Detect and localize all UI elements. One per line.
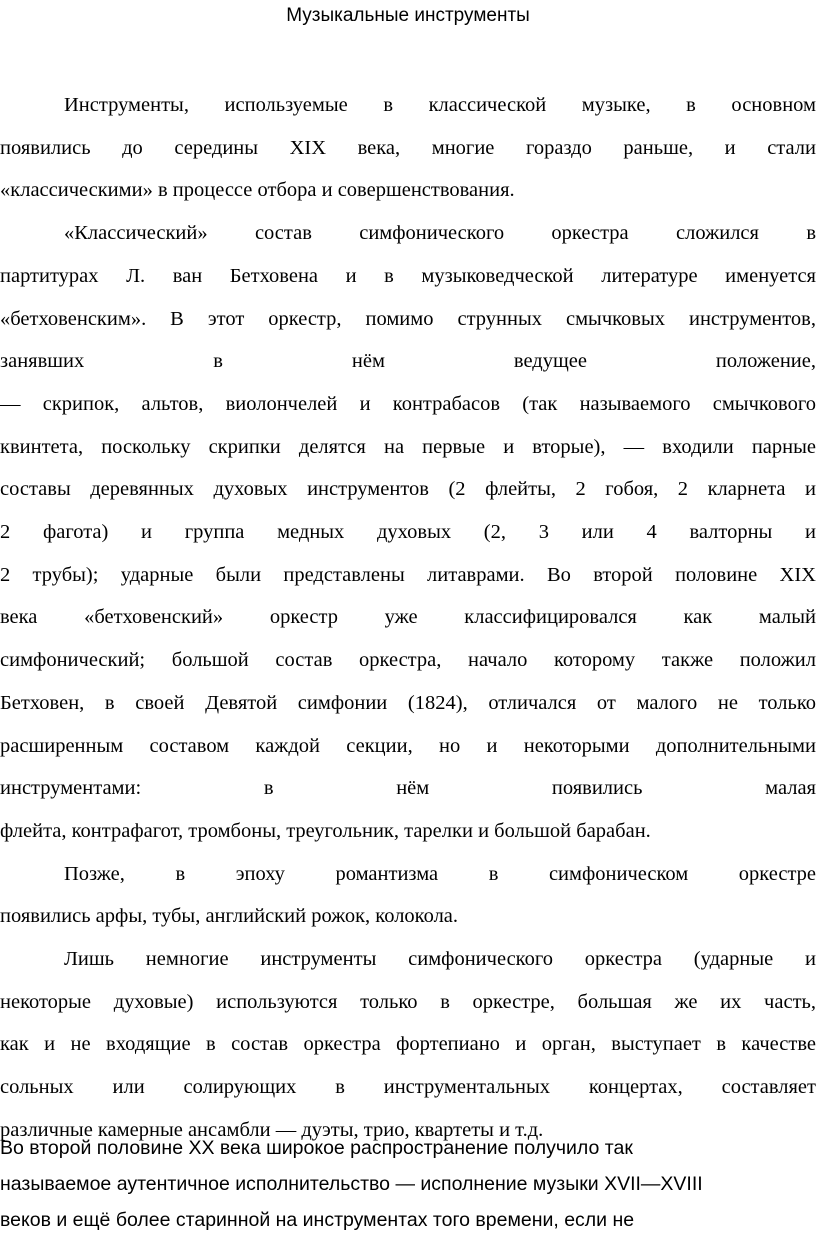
text-line: появились арфы, тубы, английский рожок, колокола. [0,905,459,928]
text-line: как и не входящие в состав оркестра фортепиано и орган, выступает в качестве [0,1033,816,1056]
text-line: века «бетховенский» оркестр уже классифицировался как малый [0,606,816,629]
text-line: инструментами: в нём появились малая [0,777,816,800]
text-line: симфонический; большой состав оркестра, начало которому также положил [0,649,816,672]
text-line: некоторые духовые) используются только в оркестре, большая же их часть, [0,990,816,1013]
text-line: веков и ещё более старинной на инструментах того времени, если не [0,1209,635,1231]
text-line: называемое аутентичное исполнительство — исполнение музыки XVII—XVIII [0,1173,703,1195]
text-line: сольных или солирующих в инструментальных концертах, составляет [0,1076,816,1099]
text-line: партитурах Л. ван Бетховена и в музыковедческой литературе именуется [0,264,816,287]
text-line: Инструменты, используемые в классической музыке, в основном [64,94,816,116]
text-line: 2 трубы); ударные были представлены литаврами. Во второй половине XIX [0,563,816,586]
text-line: квинтета, поскольку скрипки делятся на первые и вторые), — входили парные [0,435,816,458]
page-title: Музыкальные инструменты [286,5,530,26]
text-line: — скрипок, альтов, виолончелей и контрабасов (так называемого смычкового [0,392,816,415]
text-line: «Классический» состав симфонического оркестра сложился в [64,222,816,245]
text-line: составы деревянных духовых инструментов (2 флейты, 2 гобоя, 2 кларнета и [0,478,816,501]
paragraph-3 [0,853,816,938]
document-body [0,84,816,1152]
text-line: различные камерные ансамбли — дуэты, трио, квартеты и т.д. [0,1118,544,1141]
text-line: флейта, контрафагот, тромбоны, треугольник, тарелки и большой барабан. [0,819,651,842]
paragraph-2 [0,212,816,853]
text-line: Бетховен, в своей Девятой симфонии (1824), отличался от малого не только [0,691,816,714]
text-line: появились до середины XIX века, многие гораздо раньше, и стали [0,136,816,159]
text-line: «классическими» в процессе отбора и совершенствования. [0,179,515,202]
text-line: Лишь немногие инструменты симфонического оркестра (ударные и [64,948,816,971]
text-line: занявших в нём ведущее положение, [0,350,816,373]
continuation-paragraph [0,1130,816,1238]
paragraph-1 [0,84,816,212]
text-line: расширенным составом каждой секции, но и некоторыми дополнительными [0,734,816,757]
text-line: 2 фагота) и группа медных духовых (2, 3 или 4 валторны и [0,521,816,544]
paragraph-4 [0,938,816,1152]
text-line: Позже, в эпоху романтизма в симфоническом оркестре [64,862,816,885]
text-line: «бетховенским». В этот оркестр, помимо струнных смычковых инструментов, [0,307,816,330]
text-line: Во второй половине XX века широкое распространение получило так [0,1137,633,1159]
